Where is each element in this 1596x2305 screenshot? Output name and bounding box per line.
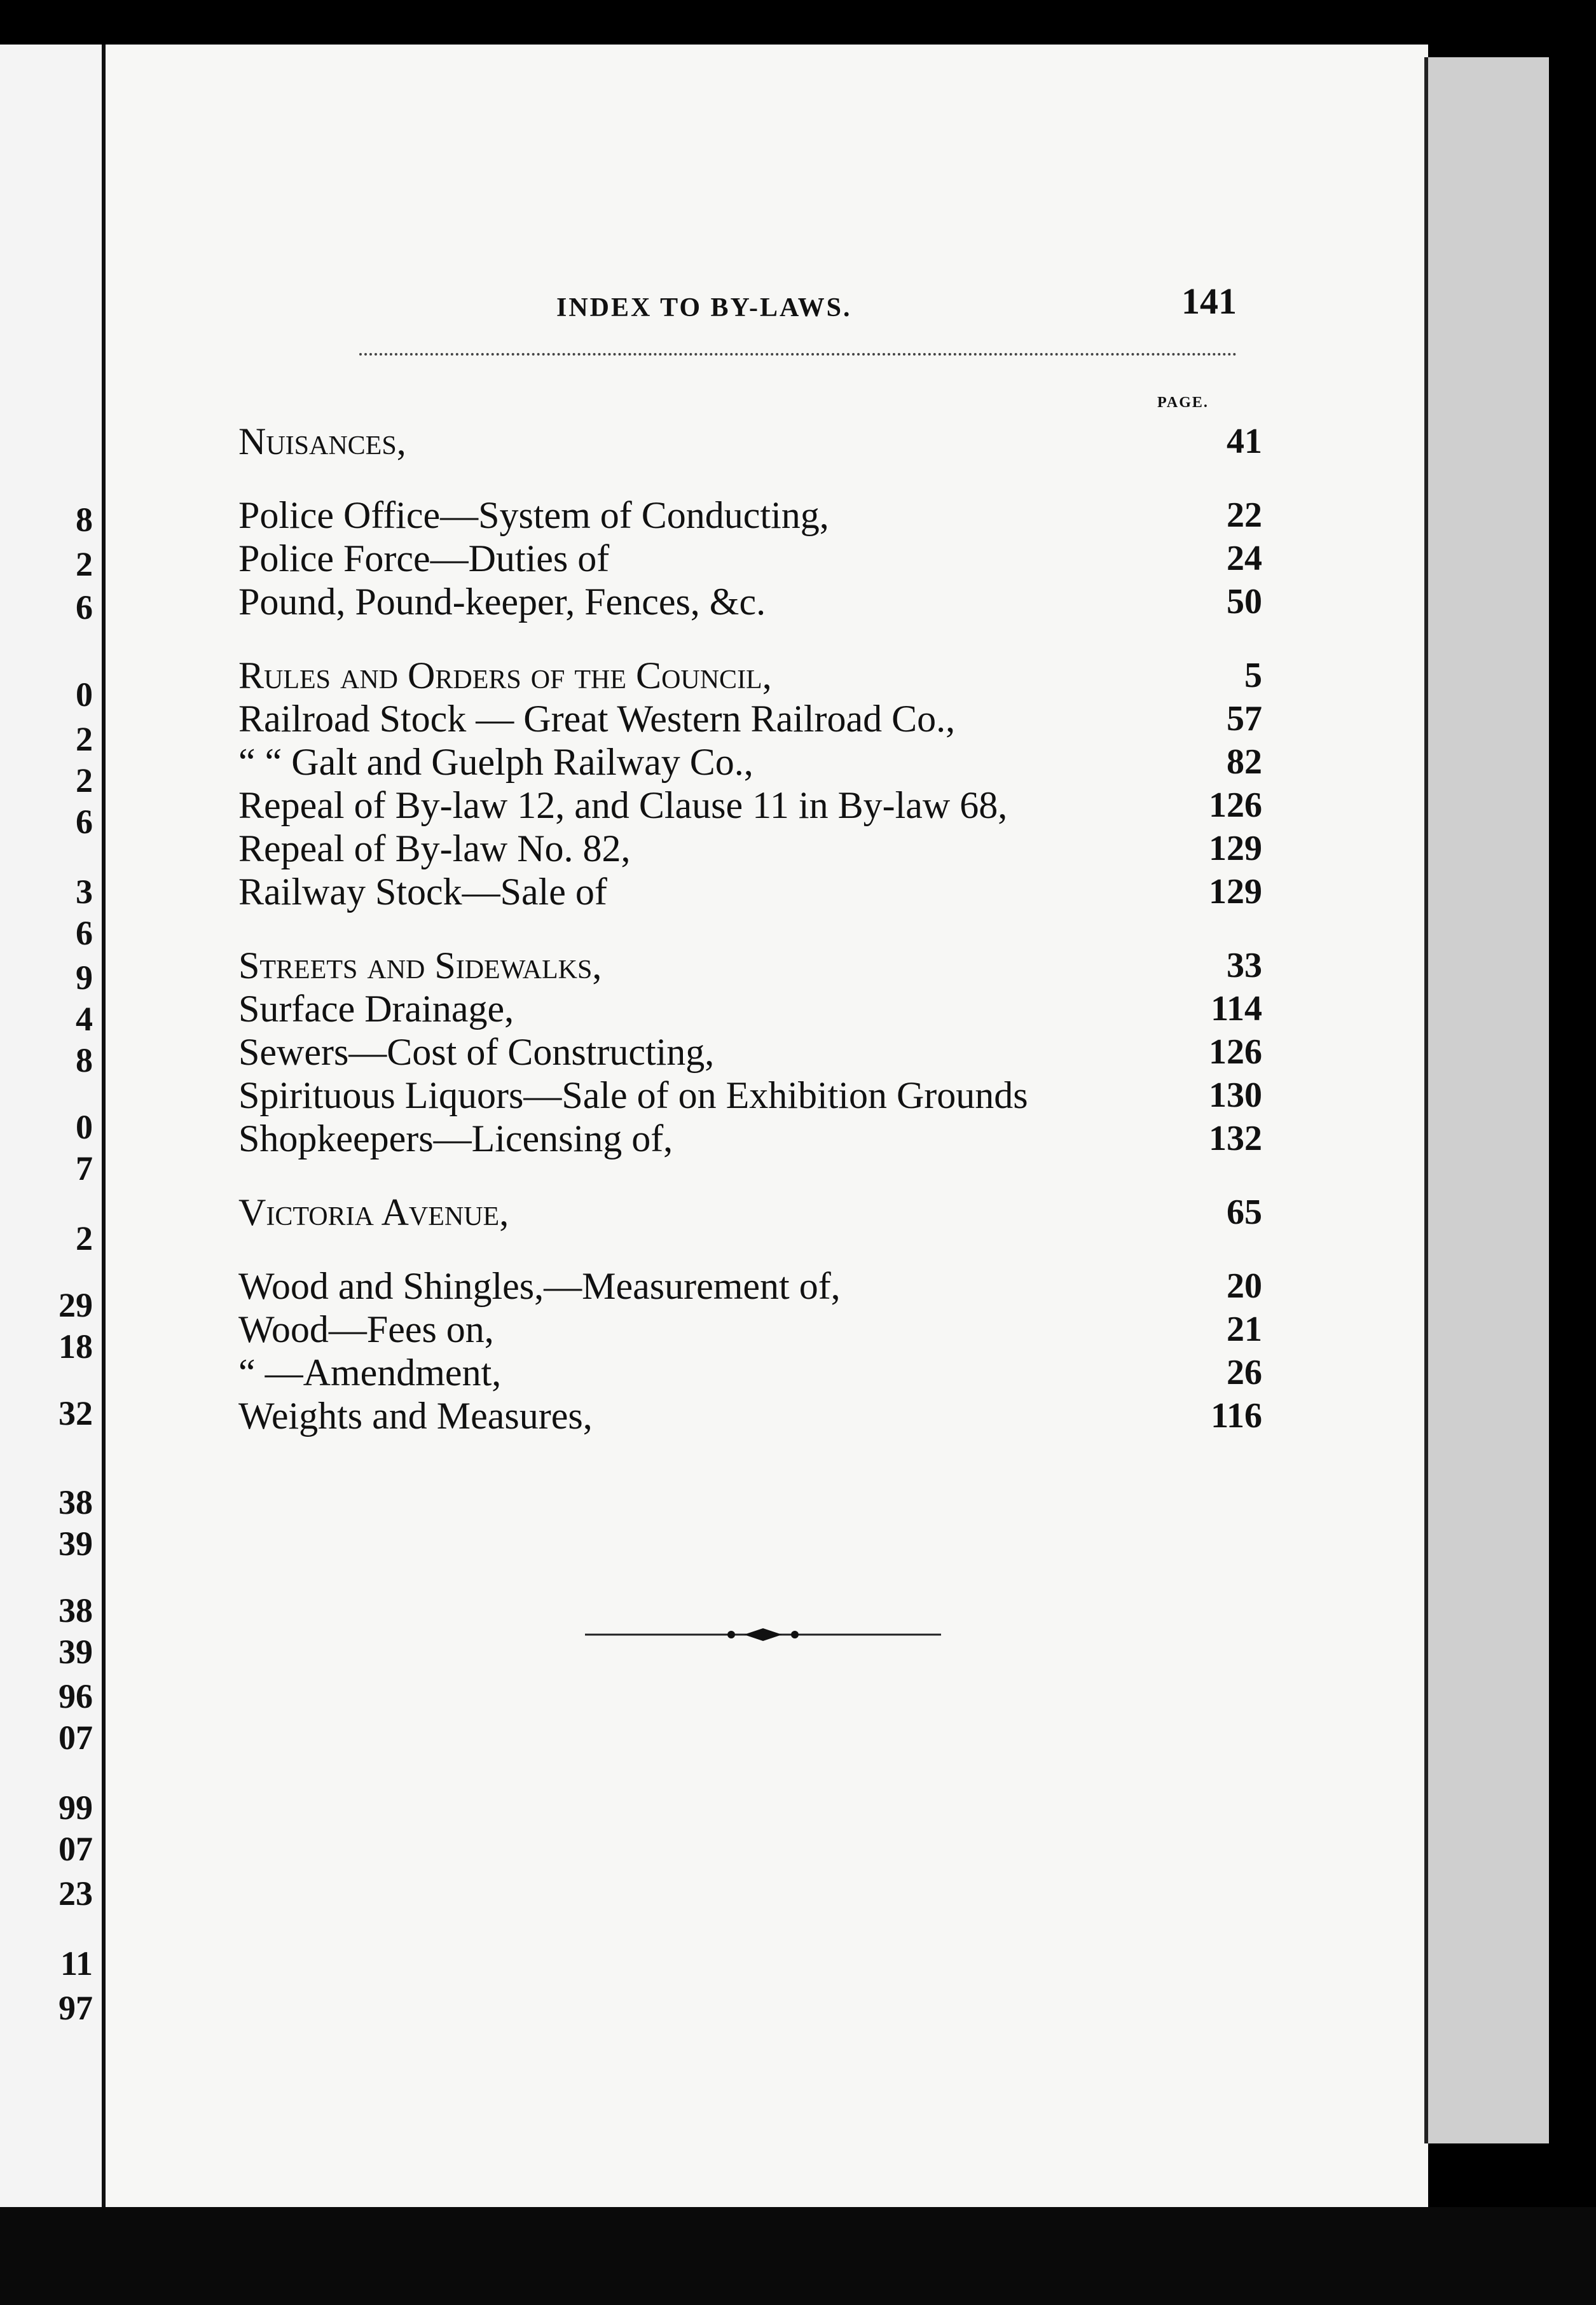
index-entry [238,580,1262,623]
entry-label: Repeal of By-law 12, and Clause 11 in By-law 68, [238,784,1008,826]
entry-page-number: 5 [1244,656,1262,695]
entry-label: Nuisances, [238,420,406,462]
prev-page-number: 6 [76,914,93,952]
prev-page-number: 11 [60,1944,93,1983]
entry-label: Sewers—Cost of Constructing, [238,1031,715,1073]
group-spacer [238,913,1262,944]
prev-page-number: 3 [76,873,93,911]
index-entry [238,654,1262,697]
entry-label: “ “ Galt and Guelph Railway Co., [238,741,753,783]
prev-page-number: 07 [58,1719,93,1757]
entry-page-number: 57 [1227,699,1262,738]
prev-page-number: 18 [58,1327,93,1366]
index-entry [238,784,1262,827]
prev-page-number: 38 [58,1483,93,1521]
entry-label: Wood—Fees on, [238,1308,494,1350]
entry-page-number: 116 [1211,1396,1262,1436]
prev-page-number: 0 [76,675,93,714]
entry-page-number: 130 [1209,1076,1262,1115]
ornament-diamond [744,1628,782,1641]
entry-label: Police Force—Duties of [238,537,610,579]
prev-page-number: 9 [76,959,93,997]
prev-page-number: 2 [76,545,93,583]
prev-page-number: 2 [76,1219,93,1257]
entry-page-number: 129 [1209,829,1262,868]
entry-page-number: 114 [1211,989,1262,1028]
prev-page-number: 07 [58,1830,93,1868]
header-dotted-rule [359,353,1237,356]
entry-page-number: 50 [1227,582,1262,621]
entry-label: Police Office—System of Conducting, [238,494,829,536]
prev-page-number: 39 [58,1633,93,1671]
prev-page-number: 6 [76,588,93,626]
index-entry [238,1394,1262,1437]
entry-label: Rules and Orders of the Council, [238,654,772,696]
prev-page-number: 2 [76,720,93,758]
entry-page-number: 65 [1227,1193,1262,1232]
entry-label: Victoria Avenue, [238,1191,509,1233]
prev-page-number: 7 [76,1149,93,1187]
index-entry [238,1191,1262,1234]
page-number: 141 [1181,280,1237,322]
index-entry [238,537,1262,580]
index-entry [238,1264,1262,1308]
index-entry [238,420,1262,463]
group-spacer [238,1234,1262,1264]
prev-page-number: 8 [76,501,93,539]
index-entry [238,1117,1262,1160]
entry-page-number: 129 [1209,872,1262,911]
prev-page-number: 96 [58,1677,93,1715]
index-entry [238,697,1262,740]
prev-page-number: 38 [58,1591,93,1630]
ornament-dot-right [791,1631,799,1638]
entry-page-number: 24 [1227,539,1262,578]
previous-page-strip [0,45,102,2207]
prev-page-number: 39 [58,1525,93,1563]
entry-label: Surface Drainage, [238,988,514,1030]
ornament-dot-left [727,1631,735,1638]
entry-page-number: 41 [1227,422,1262,461]
entry-page-number: 82 [1227,742,1262,782]
entry-label: Spirituous Liquors—Sale of on Exhibition Grounds [238,1074,1028,1116]
prev-page-number: 32 [58,1394,93,1432]
entry-label: Weights and Measures, [238,1395,593,1437]
entry-page-number: 26 [1227,1353,1262,1392]
index-entry [238,1030,1262,1074]
group-spacer [238,463,1262,494]
page-column-label: PAGE. [1157,394,1209,411]
entry-page-number: 132 [1209,1119,1262,1158]
entry-label: Shopkeepers—Licensing of, [238,1118,673,1159]
prev-page-number: 0 [76,1108,93,1146]
entry-label: Railroad Stock — Great Western Railroad Co., [238,698,956,740]
entry-label: Pound, Pound-keeper, Fences, &c. [238,581,766,623]
index-entry [238,944,1262,987]
ornament-divider [585,1622,941,1647]
index-entry [238,494,1262,537]
prev-page-number: 6 [76,803,93,841]
entry-page-number: 22 [1227,495,1262,535]
bottom-scan-edge [0,2207,1596,2305]
page-title: INDEX TO BY-LAWS. [556,293,852,322]
entry-page-number: 33 [1227,946,1262,985]
running-header [455,242,1237,331]
prev-page-number: 2 [76,761,93,799]
group-spacer [238,1160,1262,1191]
index-entry [238,1074,1262,1117]
entry-page-number: 21 [1227,1310,1262,1349]
index-entry [238,827,1262,870]
page-edge [1424,57,1549,2143]
entry-page-number: 126 [1209,1032,1262,1072]
prev-page-number: 4 [76,1000,93,1038]
entry-label: Streets and Sidewalks, [238,945,602,986]
index-entry [238,1308,1262,1351]
prev-page-number: 8 [76,1041,93,1079]
prev-page-number: 29 [58,1286,93,1324]
entry-label: Railway Stock—Sale of [238,871,607,913]
entry-page-number: 126 [1209,786,1262,825]
prev-page-number: 97 [58,1989,93,2027]
group-spacer [238,623,1262,654]
entry-label: “ —Amendment, [238,1352,502,1394]
prev-page-number: 99 [58,1789,93,1827]
entry-page-number: 20 [1227,1266,1262,1306]
index-entries [238,420,1262,1437]
index-entry [238,740,1262,784]
index-entry [238,870,1262,913]
index-entry [238,1351,1262,1394]
prev-page-number: 23 [58,1874,93,1913]
entry-label: Wood and Shingles,—Measurement of, [238,1265,841,1307]
entry-label: Repeal of By-law No. 82, [238,827,631,869]
index-entry [238,987,1262,1030]
